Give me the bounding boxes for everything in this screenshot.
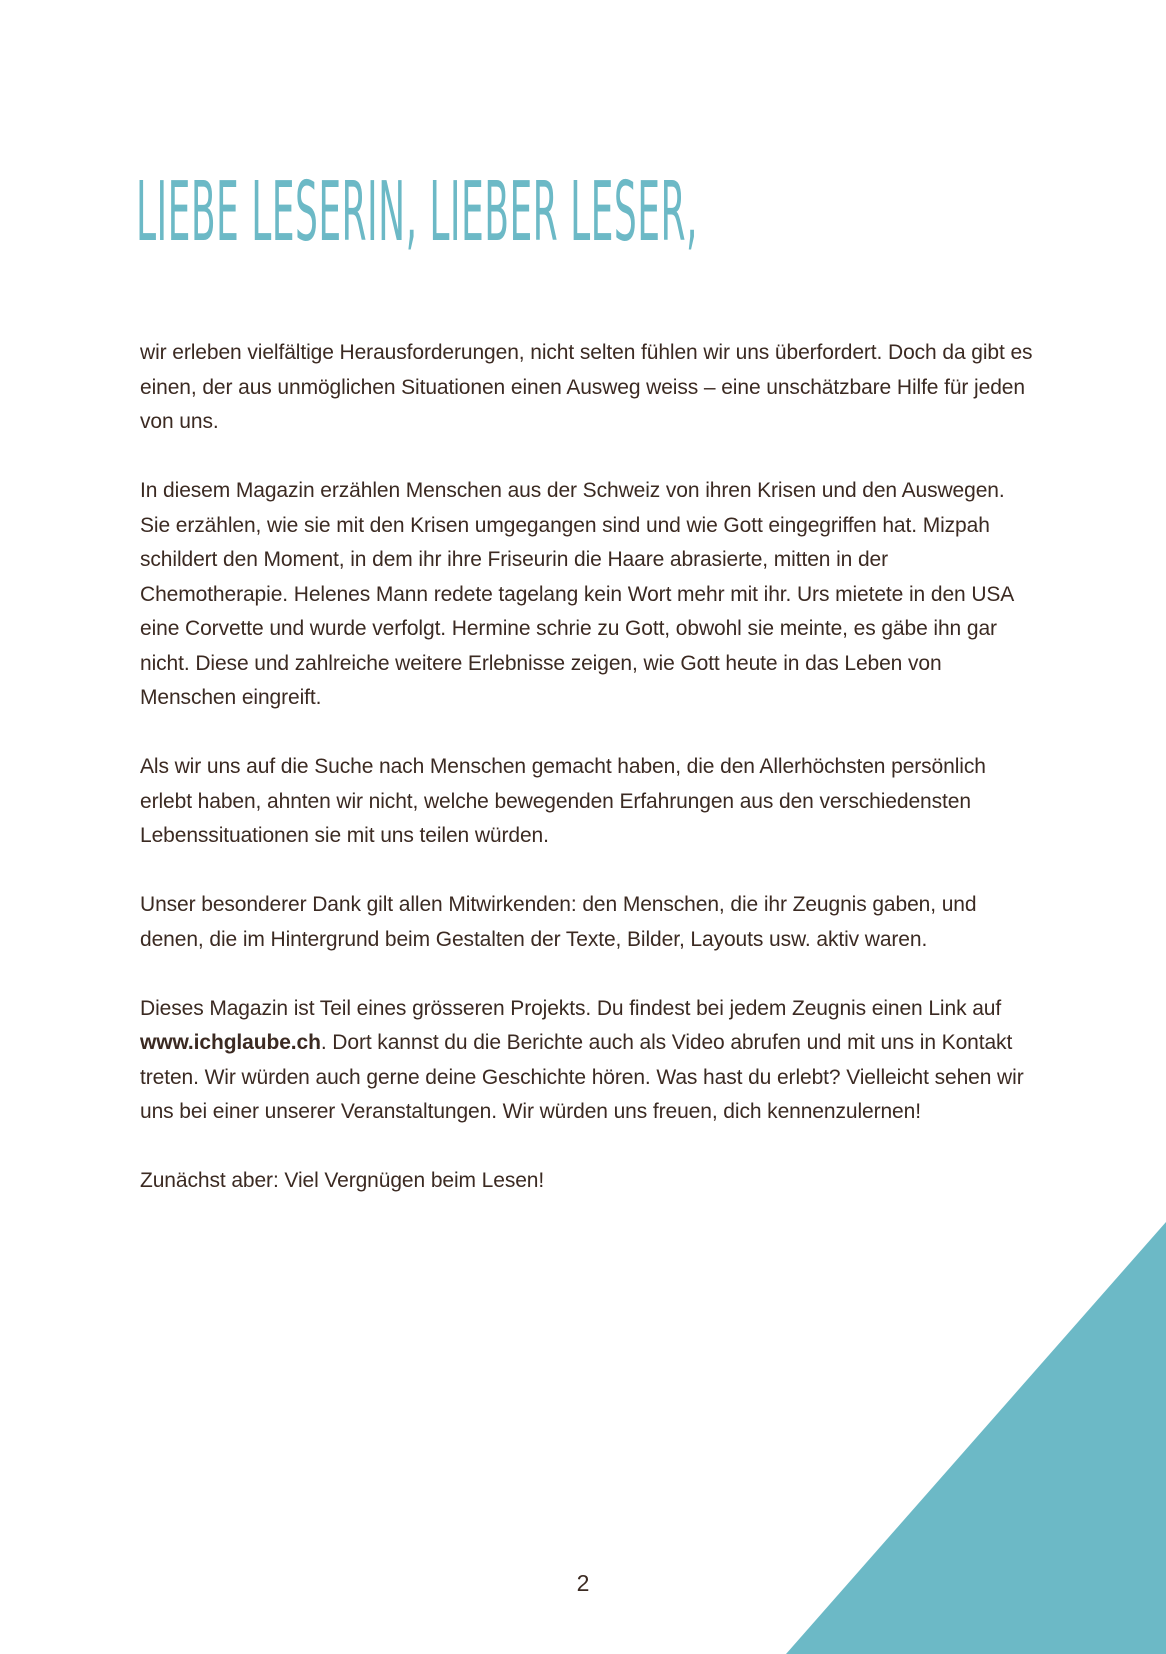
page-heading: LIEBE LESERIN, LIEBER LESER, — [136, 165, 698, 260]
paragraph-thanks: Unser besonderer Dank gilt allen Mitwirkenden: den Menschen, die ihr Zeugnis gaben, und denen, die im Hintergrund beim Gestalten der Texte, Bilder, Layouts usw. aktiv waren. — [140, 893, 977, 951]
paragraph-intro: wir erleben vielfältige Herausforderungen, nicht selten fühlen wir uns überfordert. Doch da gibt es einen, der aus unmöglichen Situationen einen Ausweg weiss – eine unschätzbare Hilfe für jeden von uns. — [140, 341, 1033, 433]
paragraph-project-text-after: . Dort kannst du die Berichte auch als Video abrufen und mit uns in Kontakt treten. Wir würden auch gerne deine Geschichte hören. Was hast du erlebt? Vielleicht sehen wir uns bei einer unserer Veranstaltungen. Wir würden uns freuen, dich kennenzulernen! — [140, 1031, 1024, 1123]
paragraph-search: Als wir uns auf die Suche nach Menschen gemacht haben, die den Allerhöchsten persönlich erlebt haben, ahnten wir nicht, welche bewegenden Erfahrungen aus den verschiedensten Lebenssituationen sie mit uns teilen würden. — [140, 755, 986, 847]
closing-line: Zunächst aber: Viel Vergnügen beim Lesen! — [140, 1169, 545, 1192]
paragraph-project-text-before: Dieses Magazin ist Teil eines grösseren Projekts. Du findest bei jedem Zeugnis einen Link auf — [140, 996, 1002, 1020]
paragraph-stories: In diesem Magazin erzählen Menschen aus der Schweiz von ihren Krisen und den Auswegen. Sie erzählen, wie sie mit den Krisen umgegangen sind und wie Gott eingegriffen hat. Mizpah schildert den Moment, in dem ihr ihre Friseurin die Haare abrasierte, mitten in der Chemotherapie. Helenes Mann redete tagelang kein Wort mehr mit ihr. Urs mietete in den USA eine Corvette und wurde verfolgt. Hermine schrie zu Gott, obwohl sie meinte, es gäbe ihn gar nicht. Diese und zahlreiche weitere Erlebnisse zeigen, wie Gott heute in das Leben von Menschen eingreift. — [140, 479, 1014, 709]
website-link[interactable]: www.ichglaube.ch — [140, 1031, 321, 1054]
page-number: 2 — [576, 1570, 590, 1596]
